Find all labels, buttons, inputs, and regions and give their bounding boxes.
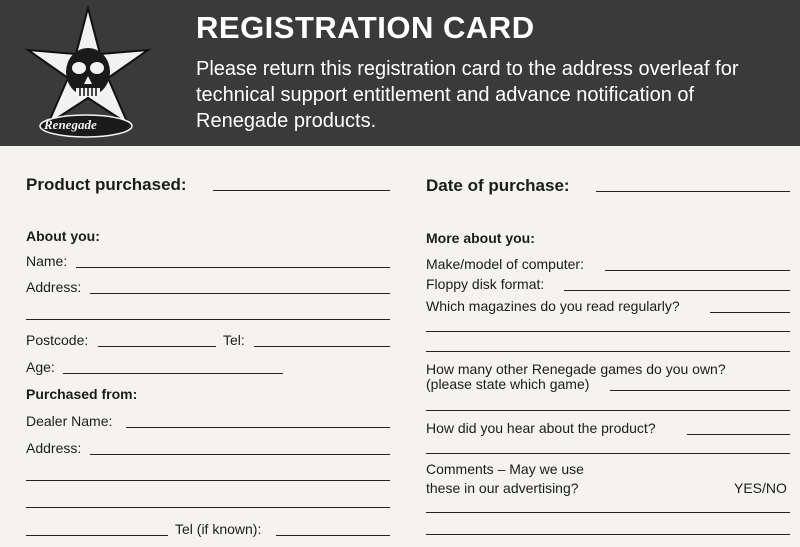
about-you-heading: About you:	[26, 228, 100, 244]
more-about-you-heading: More about you:	[426, 230, 535, 246]
dealer-address-label: Address:	[26, 440, 82, 456]
magazines-field-1[interactable]	[710, 312, 790, 313]
logo-text: Renegade	[44, 117, 97, 132]
date-of-purchase-field[interactable]	[596, 191, 790, 192]
comments-label-line2: these in our advertising?	[426, 480, 579, 496]
header-banner	[0, 0, 800, 146]
comments-field-2[interactable]	[426, 534, 790, 535]
other-games-label: How many other Renegade games do you own?	[426, 361, 726, 377]
heard-about-label: How did you hear about the product?	[426, 420, 656, 436]
floppy-format-field[interactable]	[564, 290, 790, 291]
yes-no-option[interactable]: YES/NO	[734, 480, 787, 496]
dealer-address-field-4[interactable]	[26, 535, 168, 536]
tel-label: Tel:	[223, 332, 245, 348]
heard-about-field-1[interactable]	[687, 434, 790, 435]
make-model-label: Make/model of computer:	[426, 256, 584, 272]
other-games-field-2[interactable]	[426, 410, 790, 411]
tel-if-known-label: Tel (if known):	[175, 521, 262, 537]
dealer-tel-field[interactable]	[276, 535, 390, 536]
comments-label-line1: Comments – May we use	[426, 461, 584, 477]
comments-field-1[interactable]	[426, 512, 790, 513]
page-title: REGISTRATION CARD	[196, 10, 535, 45]
address-field-1[interactable]	[90, 293, 390, 294]
magazines-field-2[interactable]	[426, 331, 790, 332]
dealer-address-field-3[interactable]	[26, 507, 390, 508]
age-label: Age:	[26, 359, 55, 375]
date-of-purchase-label: Date of purchase:	[426, 176, 570, 195]
address-field-2[interactable]	[26, 319, 390, 320]
product-purchased-label: Product purchased:	[26, 175, 187, 194]
product-purchased-field[interactable]	[213, 190, 390, 191]
heard-about-field-2[interactable]	[426, 453, 790, 454]
dealer-name-label: Dealer Name:	[26, 413, 113, 429]
magazines-label: Which magazines do you read regularly?	[426, 298, 680, 314]
address-label: Address:	[26, 279, 82, 295]
other-games-note: (please state which game)	[426, 376, 590, 392]
intro-text: Please return this registration card to the address overleaf for technical support entitlement and advance notification of Renegade products.	[196, 58, 739, 132]
dealer-address-field-1[interactable]	[90, 454, 390, 455]
name-field[interactable]	[76, 267, 390, 268]
name-label: Name:	[26, 253, 68, 269]
magazines-field-3[interactable]	[426, 351, 790, 352]
other-games-field-1[interactable]	[610, 390, 790, 391]
age-field[interactable]	[63, 373, 283, 374]
postcode-field[interactable]	[98, 346, 216, 347]
tel-field[interactable]	[254, 346, 390, 347]
purchased-from-heading: Purchased from:	[26, 386, 138, 402]
make-model-field[interactable]	[605, 270, 790, 271]
dealer-address-field-2[interactable]	[26, 480, 390, 481]
dealer-name-field[interactable]	[126, 427, 390, 428]
postcode-label: Postcode:	[26, 332, 89, 348]
floppy-format-label: Floppy disk format:	[426, 276, 545, 292]
